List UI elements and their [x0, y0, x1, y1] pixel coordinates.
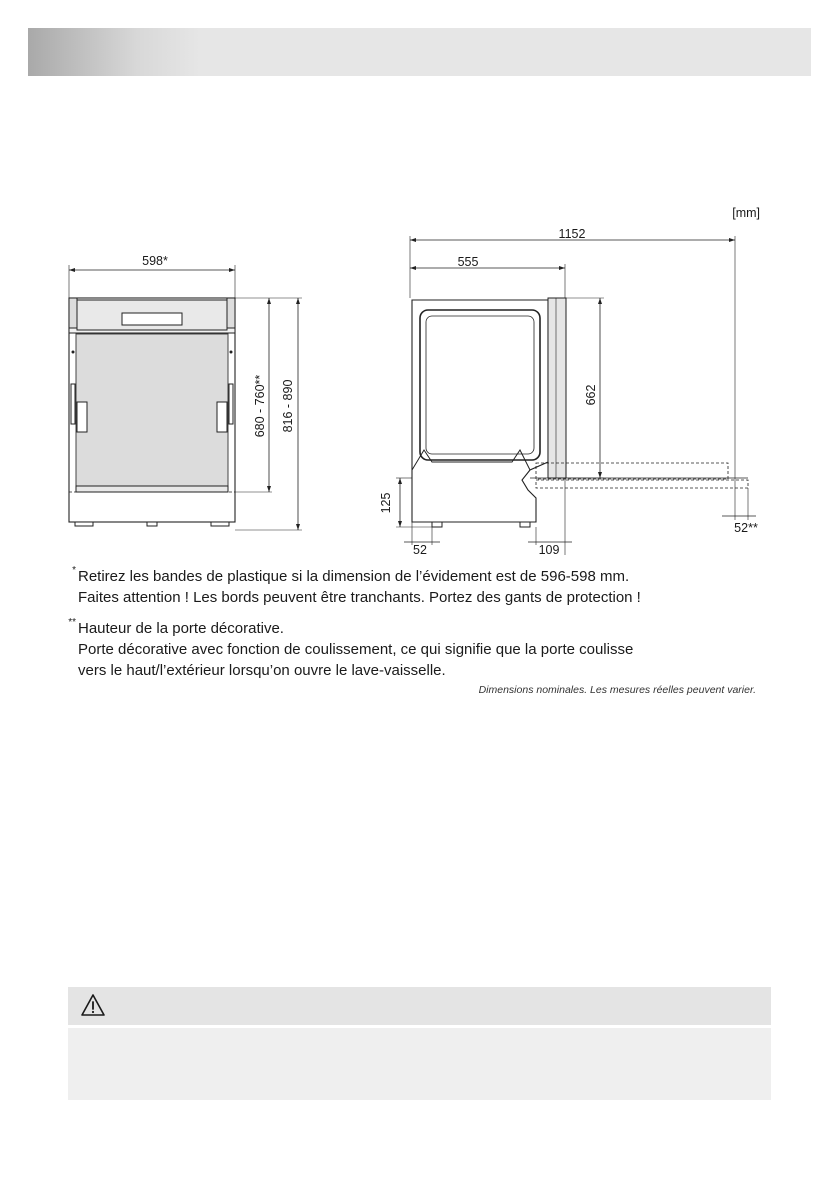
side-total-depth-label: 1152 — [558, 227, 586, 241]
note-2-line-1: Hauteur de la porte décorative. — [78, 620, 284, 637]
front-total-height-label: 816 - 890 — [281, 379, 295, 433]
warning-body — [68, 1028, 771, 1100]
note-2-marker: ** — [68, 617, 76, 628]
side-view — [396, 236, 756, 555]
warning-triangle-icon — [80, 993, 106, 1017]
side-body-depth-label: 555 — [457, 255, 479, 269]
side-door-height-label: 662 — [584, 384, 598, 406]
header-bar — [28, 28, 811, 76]
installation-diagram — [0, 195, 839, 565]
notes-section — [64, 566, 784, 681]
side-foot-offset-label: 52 — [413, 543, 427, 557]
note-2-line-3: vers le haut/l’extérieur lorsqu’on ouvre le lave-vaisselle. — [78, 662, 446, 679]
note-1-marker: * — [72, 565, 76, 576]
front-width-label: 598* — [142, 254, 168, 268]
note-2 — [64, 618, 784, 681]
front-door-height-label: 680 - 760** — [253, 374, 267, 438]
side-plinth-height-label: 125 — [379, 492, 393, 514]
front-view — [69, 265, 302, 530]
unit-label: [mm] — [732, 206, 760, 220]
note-1 — [64, 566, 784, 608]
side-door-slide-label: 52** — [734, 521, 758, 535]
note-2-line-2: Porte décorative avec fonction de coulissement, ce qui signifie que la porte coulisse — [78, 641, 634, 658]
side-door-offset-label: 109 — [538, 543, 560, 557]
note-1-line-2: Faites attention ! Les bords peuvent être tranchants. Portez des gants de protection ! — [78, 589, 641, 606]
note-1-line-1: Retirez les bandes de plastique si la dimension de l’évidement est de 596-598 mm. — [78, 568, 630, 585]
warning-header — [68, 987, 771, 1025]
disclaimer: Dimensions nominales. Les mesures réelles peuvent varier. — [478, 684, 756, 696]
